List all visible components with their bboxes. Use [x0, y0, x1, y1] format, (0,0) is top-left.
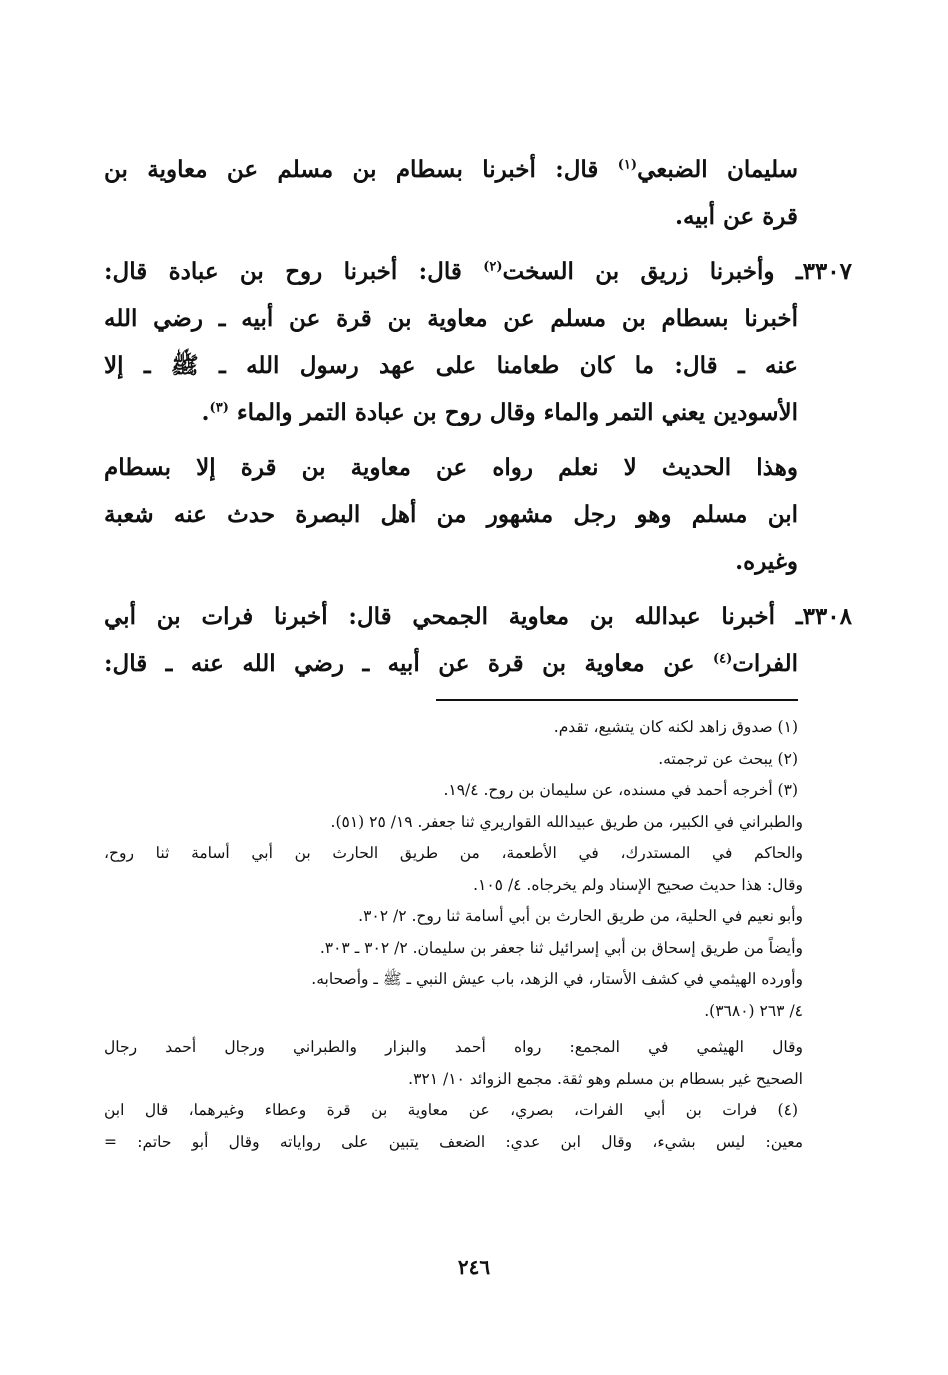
main-text [104, 146, 852, 687]
main-text-line: الأسودين يعني التمر والماء وقال روح بن عبادة التمر والماء $^{(٣)}$. [201, 399, 798, 426]
main-text-line: عنه ـ قال: ما كان طعامنا على عهد رسول الله ـ ﷺ ـ إلا [104, 352, 798, 379]
main-text-line: ابن مسلم وهو رجل مشهور من أهل البصرة حدث عنه شعبة [104, 501, 798, 528]
footnote-line: والطبراني في الكبير، من طريق عبيدالله القواريري ثنا جعفر. ١٩/ ٢٥ (٥١). [330, 812, 803, 831]
page-number: ٢٤٦ [457, 1255, 491, 1279]
footnote-line: وأيضاً من طريق إسحاق بن أبي إسرائيل ثنا جعفر بن سليمان. ٢/ ٣٠٢ ـ ٣٠٣. [319, 938, 803, 957]
main-text-line: وهذا الحديث لا نعلم رواه عن معاوية بن قرة إلا بسطام [104, 454, 798, 481]
main-text-line: وغيره. [735, 548, 798, 575]
footnote-line: (٤) فرات بن أبي الفرات، بصري، عن معاوية بن قرة وعطاء وغيرهما، قال ابن [104, 1101, 798, 1119]
paragraph-gap [104, 585, 798, 593]
main-text-line: سليمان الضبعي$^{(١)}$ قال: أخبرنا بسطام بن مسلم عن معاوية بن [104, 156, 798, 183]
footnote-line: والحاكم في المستدرك، في الأطعمة، من طريق الحارث بن أبي أسامة ثنا روح، [104, 844, 803, 862]
footnote-line: وأبو نعيم في الحلية، من طريق الحارث بن أبي أسامة ثنا روح. ٢/ ٣٠٢. [358, 907, 803, 925]
footnote-line: وأورده الهيثمي في كشف الأستار، في الزهد، باب عيش النبي ـ ﷺ ـ وأصحابه. [311, 970, 803, 988]
footnote-line: (٣) أخرجه أحمد في مسنده، عن سليمان بن روح. ١٩/٤. [443, 781, 798, 799]
footnote-line: ٤/ ٢٦٣ (٣٦٨٠). [704, 1001, 803, 1020]
paragraph-gap [104, 240, 798, 248]
footnote-line: وقال: هذا حديث صحيح الإسناد ولم يخرجاه. ٤/ ١٠٥. [473, 875, 803, 894]
footnote-line: الصحيح غير بسطام بن مسلم وهو ثقة. مجمع الزوائد ١٠/ ٣٢١. [408, 1069, 803, 1088]
main-text-line: أخبرنا بسطام بن مسلم عن معاوية بن قرة عن أبيه ـ رضي الله [104, 305, 798, 332]
main-text-line: ٣٣٠٧ـ وأخبرنا زريق بن السخت$^{(٢)}$ قال: أخبرنا روح بن عبادة قال: [104, 258, 852, 285]
footnote-line: (١) صدوق زاهد لكنه كان يتشيع، تقدم. [553, 718, 798, 736]
footnotes [104, 712, 803, 1158]
footnote-line: وقال الهيثمي في المجمع: رواه أحمد والبزار والطبراني ورجال أحمد رجال [104, 1038, 803, 1056]
footnote-divider [436, 699, 798, 701]
main-text-line: قرة عن أبيه. [674, 203, 798, 230]
main-text-line: الفرات$^{(٤)}$ عن معاوية بن قرة عن أبيه ـ رضي الله عنه ـ قال: [104, 650, 798, 677]
paragraph-gap [104, 436, 798, 444]
footnote-line: (٢) يبحث عن ترجمته. [658, 749, 798, 768]
footnote-line: معين: ليس بشيء، وقال ابن عدي: الضعف يتبين على رواياته وقال أبو حاتم: = [104, 1132, 803, 1151]
main-text-line: ٣٣٠٨ـ أخبرنا عبدالله بن معاوية الجمحي قال: أخبرنا فرات بن أبي [104, 603, 852, 630]
